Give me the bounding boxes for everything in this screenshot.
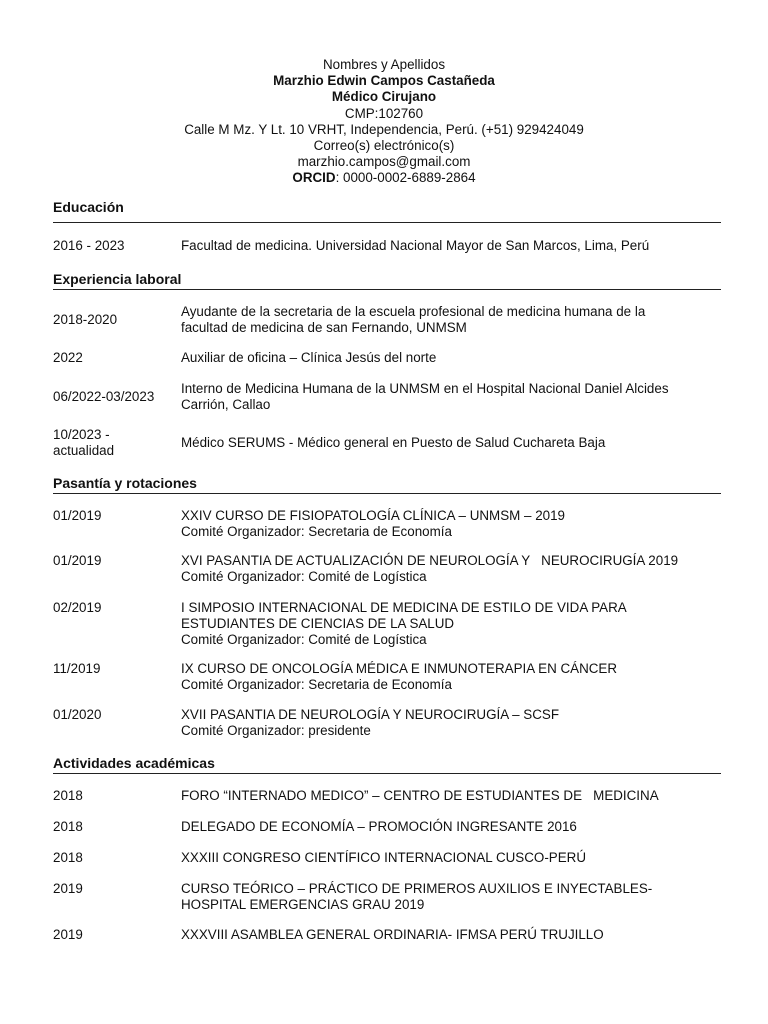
item-date <box>53 427 173 459</box>
item-description: Auxiliar de oficina – Clínica Jesús del norte <box>181 350 437 365</box>
item-organizer: Comité Organizador: Comité de Logística <box>181 569 427 584</box>
item-date: 06/2022-03/2023 <box>53 389 155 404</box>
item-title-continued: HOSPITAL EMERGENCIAS GRAU 2019 <box>181 897 425 912</box>
item-description <box>181 881 726 913</box>
item-description <box>181 553 726 585</box>
item-description <box>181 600 726 648</box>
item-date: 2018 <box>53 788 83 803</box>
section-title-experiencia: Experiencia laboral <box>53 271 721 290</box>
item-date: 01/2019 <box>53 553 102 568</box>
item-title: XVII PASANTIA DE NEUROLOGÍA Y NEUROCIRUGÍA – SCSF <box>181 707 560 722</box>
item-title: IX CURSO DE ONCOLOGÍA MÉDICA E INMUNOTERAPIA EN CÁNCER <box>181 661 618 676</box>
item-organizer: Comité Organizador: presidente <box>181 723 371 738</box>
item-description-line: Ayudante de la secretaria de la escuela profesional de medicina humana de la <box>181 304 646 319</box>
item-description: Médico SERUMS - Médico general en Puesto de Salud Cuchareta Baja <box>181 435 606 450</box>
cv-header <box>0 57 768 187</box>
item-date: 2016 - 2023 <box>53 238 125 253</box>
names-label: Nombres y Apellidos <box>322 57 446 72</box>
email-address: marzhio.campos@gmail.com <box>297 154 471 170</box>
item-title: XVI PASANTIA DE ACTUALIZACIÓN DE NEUROLOGÍA Y NEUROCIRUGÍA 2019 <box>181 553 679 568</box>
profession: Médico Cirujano <box>331 89 437 105</box>
list-item <box>53 304 721 336</box>
item-description-line: Carrión, Callao <box>181 397 271 412</box>
list-item <box>53 661 721 693</box>
item-title: I SIMPOSIO INTERNACIONAL DE MEDICINA DE ESTILO DE VIDA PARA <box>181 600 627 615</box>
address-phone: Calle M Mz. Y Lt. 10 VRHT, Independencia, Perú. (+51) 929424049 <box>184 121 584 137</box>
item-date-line: actualidad <box>53 443 115 458</box>
full-name: Marzhio Edwin Campos Castañeda <box>273 73 495 89</box>
item-description: XXXVIII ASAMBLEA GENERAL ORDINARIA- IFMSA PERÚ TRUJILLO <box>181 927 604 942</box>
item-date: 2018 <box>53 819 83 834</box>
item-organizer: Comité Organizador: Secretaria de Economía <box>181 677 452 692</box>
list-item <box>53 707 721 739</box>
item-description: XXXIII CONGRESO CIENTÍFICO INTERNACIONAL CUSCO-PERÚ <box>181 850 586 865</box>
item-organizer: Comité Organizador: Comité de Logística <box>181 632 427 647</box>
list-item <box>53 508 721 540</box>
list-item <box>53 553 721 585</box>
item-description-line: facultad de medicina de san Fernando, UNMSM <box>181 320 467 335</box>
list-item <box>53 427 721 459</box>
item-description <box>181 381 726 413</box>
item-date-line: 10/2023 - <box>53 427 110 442</box>
list-item <box>53 881 721 913</box>
cmp-number: CMP:102760 <box>344 105 424 121</box>
item-title: XXIV CURSO DE FISIOPATOLOGÍA CLÍNICA – UNMSM – 2019 <box>181 508 565 523</box>
section-title-educacion: Educación <box>53 199 721 223</box>
orcid-line <box>0 170 768 186</box>
item-date: 2018 <box>53 850 83 865</box>
item-description <box>181 508 726 540</box>
item-description: DELEGADO DE ECONOMÍA – PROMOCIÓN INGRESANTE 2016 <box>181 819 577 834</box>
item-date: 2018-2020 <box>53 312 118 327</box>
item-description <box>181 304 726 336</box>
item-description: FORO “INTERNADO MEDICO” – CENTRO DE ESTUDIANTES DE MEDICINA <box>181 788 659 803</box>
orcid-value: : 0000-0002-6889-2864 <box>335 170 476 186</box>
item-title: CURSO TEÓRICO – PRÁCTICO DE PRIMEROS AUXILIOS E INYECTABLES- <box>181 881 653 896</box>
item-title-continued: ESTUDIANTES DE CIENCIAS DE LA SALUD <box>181 616 455 631</box>
item-description: Facultad de medicina. Universidad Nacional Mayor de San Marcos, Lima, Perú <box>181 238 650 253</box>
list-item <box>53 381 721 413</box>
item-description <box>181 707 726 739</box>
item-date: 2022 <box>53 350 83 365</box>
item-date: 2019 <box>53 927 83 942</box>
item-organizer: Comité Organizador: Secretaria de Economía <box>181 524 452 539</box>
email-label: Correo(s) electrónico(s) <box>313 138 455 154</box>
item-date: 11/2019 <box>53 661 101 676</box>
section-title-actividades: Actividades académicas <box>53 755 721 774</box>
orcid-label: ORCID <box>292 170 336 186</box>
item-description-line: Interno de Medicina Humana de la UNMSM en el Hospital Nacional Daniel Alcides <box>181 381 669 396</box>
list-item <box>53 600 721 648</box>
item-description <box>181 661 726 693</box>
item-date: 2019 <box>53 881 83 896</box>
section-title-pasantia: Pasantía y rotaciones <box>53 475 721 494</box>
item-date: 02/2019 <box>53 600 102 615</box>
item-date: 01/2020 <box>53 707 102 722</box>
item-date: 01/2019 <box>53 508 102 523</box>
